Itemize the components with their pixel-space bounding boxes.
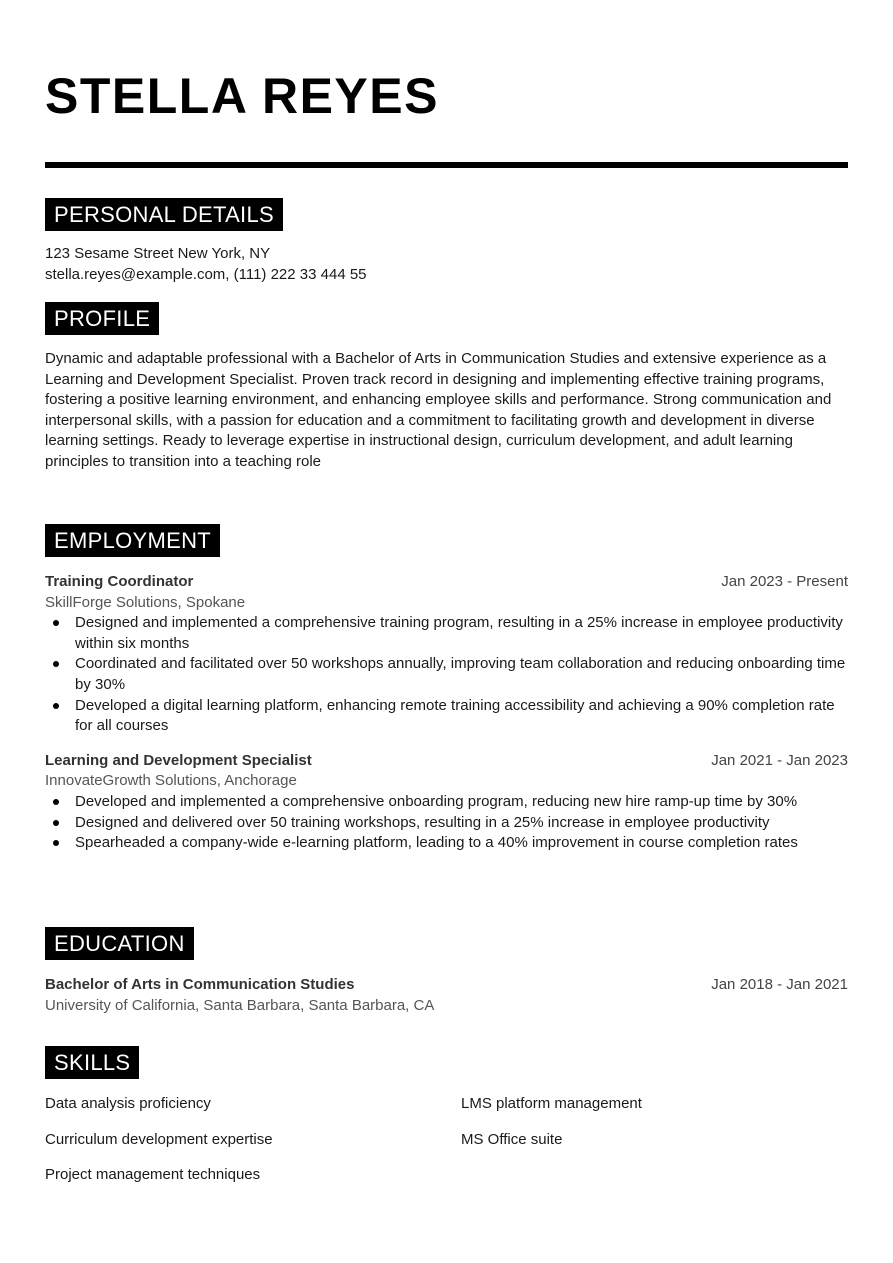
personal-details-section [45, 198, 848, 285]
job-bullets [45, 613, 848, 737]
skill-item: Project management techniques [45, 1166, 261, 1184]
school-name: University of California, Santa Barbara, Santa Barbara, CA [45, 996, 435, 1014]
job-bullet: Spearheaded a company-wide e-learning platform, leading to a 40% improvement in course completion rates [75, 833, 848, 854]
job-bullet: Designed and implemented a comprehensive training program, resulting in a 25% increase in employee productivity within six months [75, 613, 848, 654]
profile-heading: PROFILE [45, 302, 159, 335]
job-header [45, 572, 848, 593]
job-company: SkillForge Solutions, Spokane [45, 593, 246, 611]
header-divider [45, 162, 848, 168]
job-dates: Jan 2023 - Present [721, 573, 848, 590]
job-company: InnovateGrowth Solutions, Anchorage [45, 772, 297, 790]
skill-item: MS Office suite [461, 1130, 563, 1148]
degree-title: Bachelor of Arts in Communication Studies [45, 976, 355, 993]
job-title: Training Coordinator [45, 573, 194, 590]
skill-item: Curriculum development expertise [45, 1130, 273, 1148]
skills-list [45, 1094, 848, 1186]
employment-heading: EMPLOYMENT [45, 524, 220, 557]
address-text: 123 Sesame Street New York, NY [45, 245, 271, 262]
job-dates: Jan 2021 - Jan 2023 [711, 751, 848, 769]
job-bullets [45, 792, 848, 854]
employment-section [45, 524, 848, 854]
skill-item: Data analysis proficiency [45, 1095, 211, 1112]
skills-heading: SKILLS [45, 1046, 139, 1079]
job-bullet: Designed and delivered over 50 training workshops, resulting in a 25% increase in employee productivity [75, 813, 848, 834]
job-bullet: Developed and implemented a comprehensive onboarding program, reducing new hire ramp-up time by 30% [75, 792, 848, 813]
education-dates: Jan 2018 - Jan 2021 [711, 976, 848, 993]
education-heading: EDUCATION [45, 927, 194, 960]
skills-section [45, 1046, 848, 1186]
contact-text: stella.reyes@example.com, (111) 222 33 444 55 [45, 265, 367, 283]
job-bullet: Developed a digital learning platform, enhancing remote training accessibility and achieving a 90% completion rate for all courses [75, 696, 848, 737]
education-header [45, 975, 848, 996]
education-section [45, 927, 848, 1016]
job-header [45, 751, 848, 772]
profile-summary: Dynamic and adaptable professional with a Bachelor of Arts in Communication Studies and extensive experience as a Learning and Development Specialist. Proven track record in designing and implementing effective training programs, fostering a positive learning environment, and enhancing employee skills and performance. Strong communication and interpersonal skills, with a passion for education and a commitment to facilitating growth and development in diverse learning settings. Ready to leverage expertise in instructional design, curriculum development, and adult learning principles to transition into a teaching role [45, 350, 832, 470]
job-bullet: Coordinated and facilitated over 50 workshops annually, improving team collaboration and reducing onboarding time by 30% [75, 654, 848, 695]
job-entry [45, 572, 848, 737]
candidate-name: STELLA REYES [45, 68, 439, 124]
job-entry [45, 751, 848, 854]
job-title: Learning and Development Specialist [45, 751, 312, 769]
profile-section [45, 302, 848, 473]
personal-details-heading: PERSONAL DETAILS [45, 198, 283, 231]
skill-item: LMS platform management [461, 1095, 642, 1112]
